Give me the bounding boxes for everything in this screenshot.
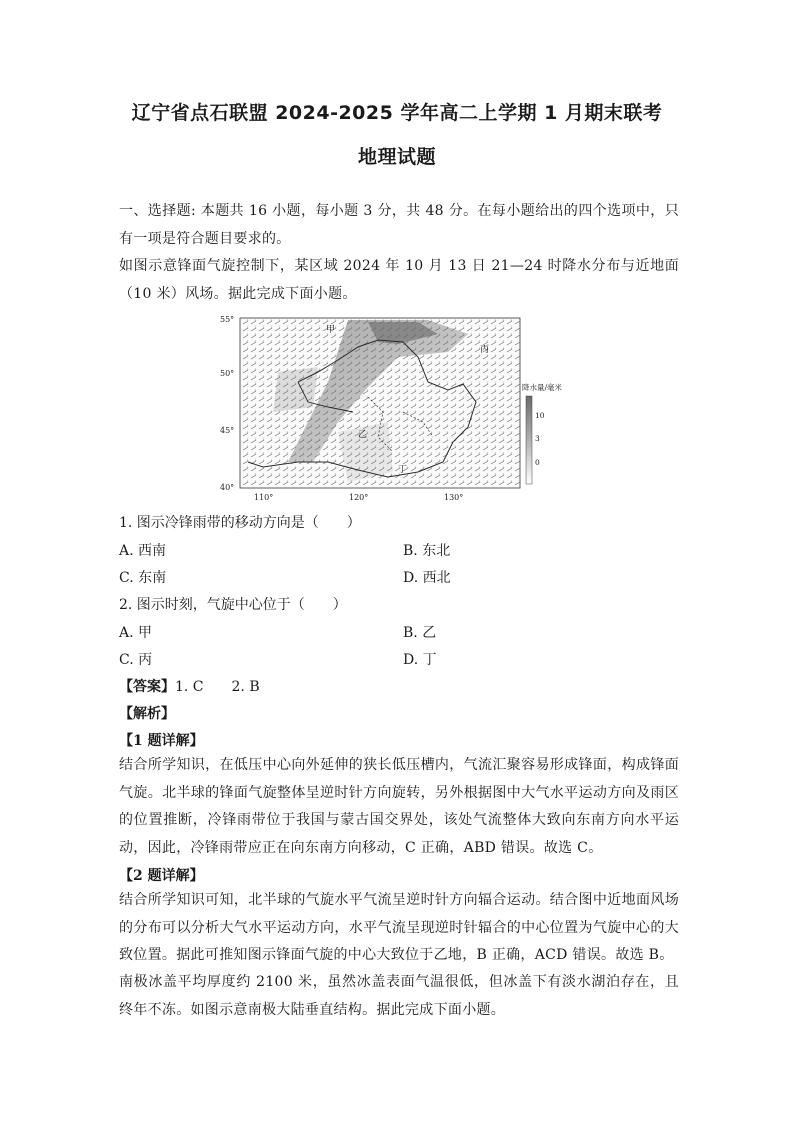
question-1-stem: 1. 图示冷锋雨带的移动方向是（ ）	[119, 515, 361, 531]
question-2-stem: 2. 图示时刻，气旋中心位于（ ）	[119, 597, 347, 613]
document-title: 辽宁省点石联盟 2024-2025 学年高二上学期 1 月期末联考	[131, 102, 663, 124]
lon-label-110: 110°	[254, 493, 274, 502]
point-label-bing: 丙	[480, 345, 490, 355]
precipitation-wind-map	[218, 312, 563, 504]
document-subtitle: 地理试题	[357, 146, 436, 168]
point-label-ding: 丁	[398, 465, 408, 475]
lat-label-50: 50°	[220, 369, 235, 378]
analysis-label: 【解析】	[119, 706, 175, 722]
question-2-option-c: C. 丙	[119, 652, 153, 668]
q1-analysis-label: 【1 题详解】	[119, 733, 204, 749]
question-1-option-b: B. 东北	[403, 543, 451, 559]
wind-field	[240, 318, 520, 488]
legend-title: 降水量/毫米	[522, 383, 563, 392]
legend-value-0: 0	[535, 458, 540, 467]
point-label-yi: 乙	[358, 430, 368, 440]
answer-line	[119, 676, 260, 696]
q2-analysis-label: 【2 题详解】	[119, 868, 204, 884]
question-group-intro: 如图示意锋面气旋控制下，某区域 2024 年 10 月 13 日 21—24 时降水分布与近地面（10 米）风场。据此完成下面小题。	[119, 258, 679, 302]
q2-analysis-text: 结合所学知识可知，北半球的气旋水平气流呈逆时针方向辐合运动。结合图中近地面风场的分布可以分析大气水平运动方向，水平气流呈现逆时针辐合的中心位置为气旋中心的大致位置。据此可推知图示锋面气旋的中心大致位于乙地，B 正确，ACD 错误。故选 B。	[119, 892, 679, 963]
question-2-option-d: D. 丁	[403, 652, 437, 668]
q1-analysis-text: 结合所学知识，在低压中心向外延伸的狭长低压槽内，气流汇聚容易形成锋面，构成锋面气旋。北半球的锋面气旋整体呈逆时针方向旋转，另外根据图中大气水平运动方向及雨区的位置推断，冷锋雨带位于我国与蒙古国交界处，该处气流整体大致向东南方向水平运动，因此，冷锋雨带应正在向东南方向移动，C 正确，ABD 错误。故选 C。	[119, 757, 679, 856]
legend-color-bar	[526, 396, 532, 484]
point-label-jia: 甲	[326, 325, 336, 335]
answer-label: 【答案】	[119, 679, 175, 695]
question-2-option-b: B. 乙	[403, 625, 437, 641]
question-1-option-c: C. 东南	[119, 570, 167, 586]
lat-label-40: 40°	[220, 483, 235, 492]
question-1-option-d: D. 西北	[403, 570, 451, 586]
next-question-group-intro: 南极冰盖平均厚度约 2100 米，虽然冰盖表面气温很低，但冰盖下有淡水湖泊存在，且终年不冻。如图示意南极大陆垂直结构。据此完成下面小题。	[119, 974, 679, 1018]
section-instructions: 一、选择题: 本题共 16 小题，每小题 3 分，共 48 分。在每小题给出的四个选项中，只有一项是符合题目要求的。	[119, 203, 679, 247]
lon-label-130: 130°	[444, 493, 464, 502]
lat-label-45: 45°	[220, 426, 235, 435]
answer-text: 1. C 2. B	[175, 679, 260, 695]
legend-value-3: 3	[535, 434, 540, 443]
question-1-option-a: A. 西南	[119, 543, 167, 559]
lat-label-55: 55°	[220, 315, 235, 324]
question-2-option-a: A. 甲	[119, 625, 153, 641]
legend-value-10: 10	[535, 411, 545, 420]
lon-label-120: 120°	[349, 493, 369, 502]
